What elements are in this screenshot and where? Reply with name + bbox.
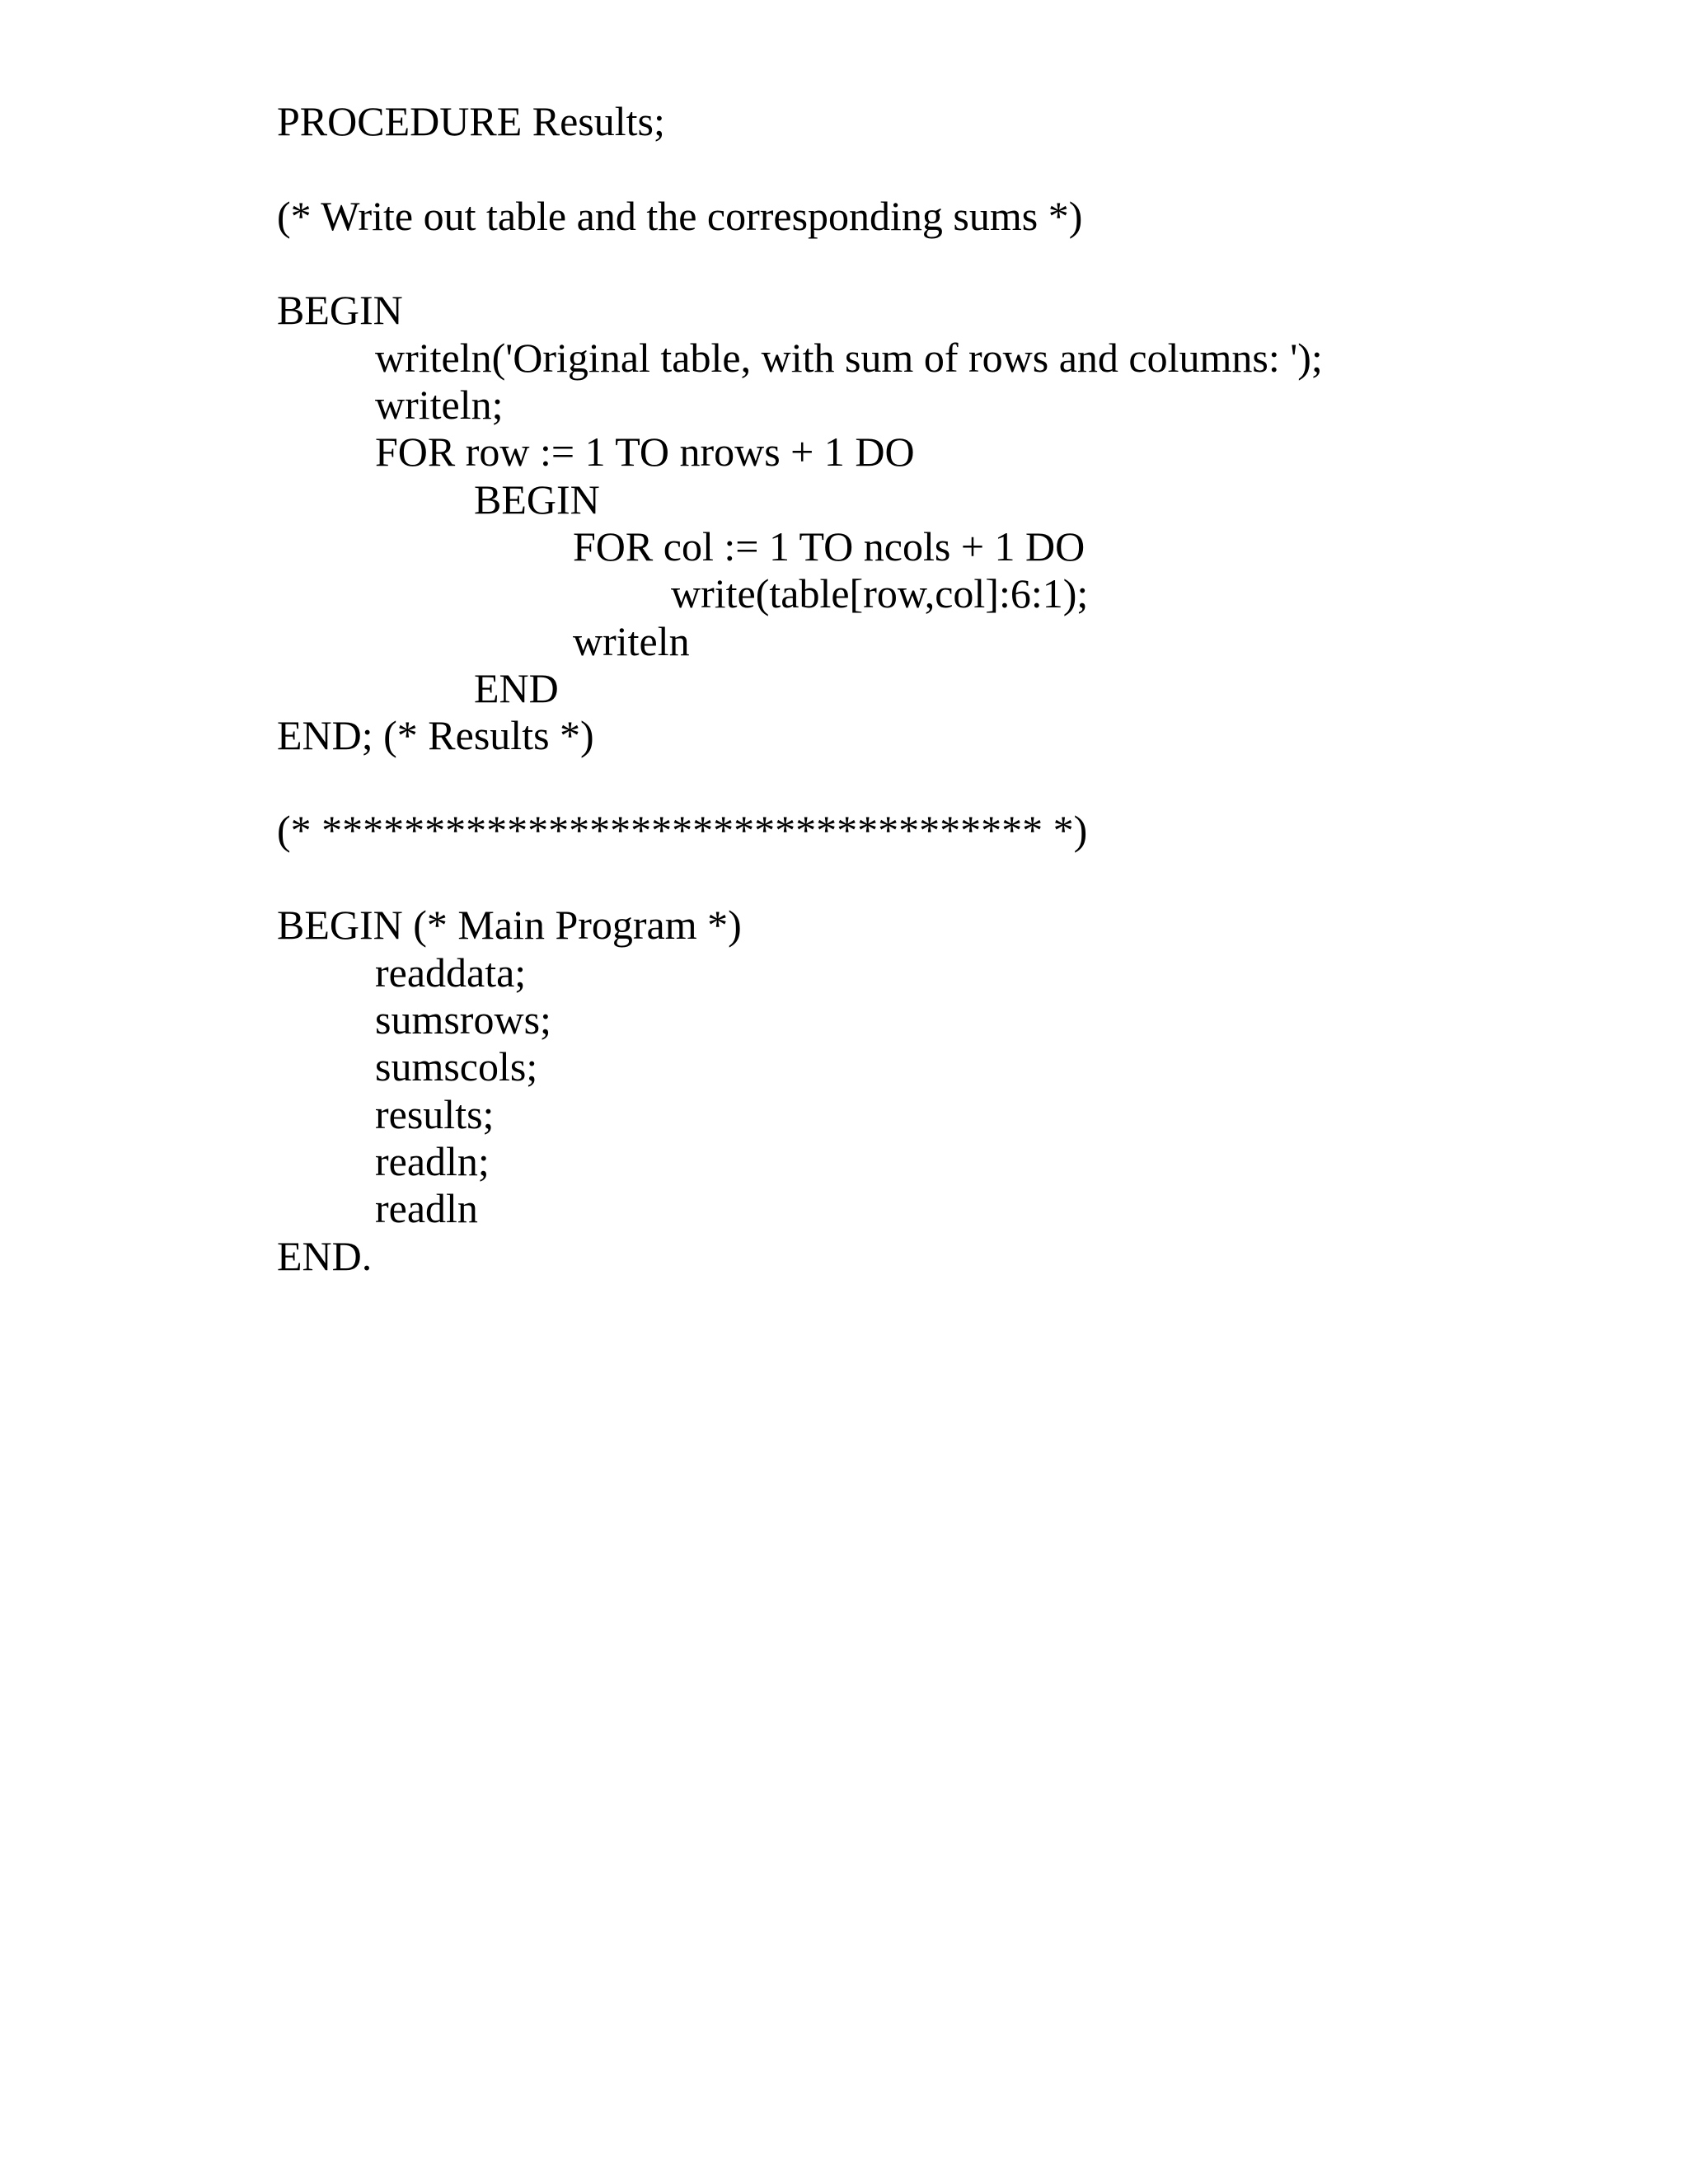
code-line-begin: BEGIN <box>277 287 403 333</box>
code-line-for-col: FOR col := 1 TO ncols + 1 DO <box>573 523 1085 569</box>
code-line-writeln-title: writeln('Original table, with sum of rows and columns: '); <box>375 335 1323 381</box>
code-line-inner-end: END <box>474 665 559 711</box>
code-line-readln: readln; <box>375 1138 490 1184</box>
code-line-readln-final: readln <box>375 1185 478 1231</box>
main-program-begin: BEGIN (* Main Program *) <box>277 902 742 948</box>
code-line-for-row: FOR row := 1 TO nrows + 1 DO <box>375 429 915 475</box>
code-line-sumscols: sumscols; <box>375 1043 538 1090</box>
code-line-writeln-row: writeln <box>573 618 690 664</box>
procedure-end: END; (* Results *) <box>277 712 594 758</box>
code-line-readdata: readdata; <box>375 949 527 996</box>
main-program-end: END. <box>277 1233 373 1279</box>
code-line-results: results; <box>375 1091 495 1137</box>
procedure-header: PROCEDURE Results; <box>277 98 665 144</box>
code-line-writeln: writeln; <box>375 382 504 428</box>
procedure-comment: (* Write out table and the corresponding sums *) <box>277 193 1083 239</box>
separator-comment: (* *********************************** *) <box>277 807 1088 853</box>
code-line-write-cell: write(table[row,col]:6:1); <box>671 570 1089 616</box>
code-line-inner-begin: BEGIN <box>474 476 600 523</box>
code-line-sumsrows: sumsrows; <box>375 996 551 1043</box>
